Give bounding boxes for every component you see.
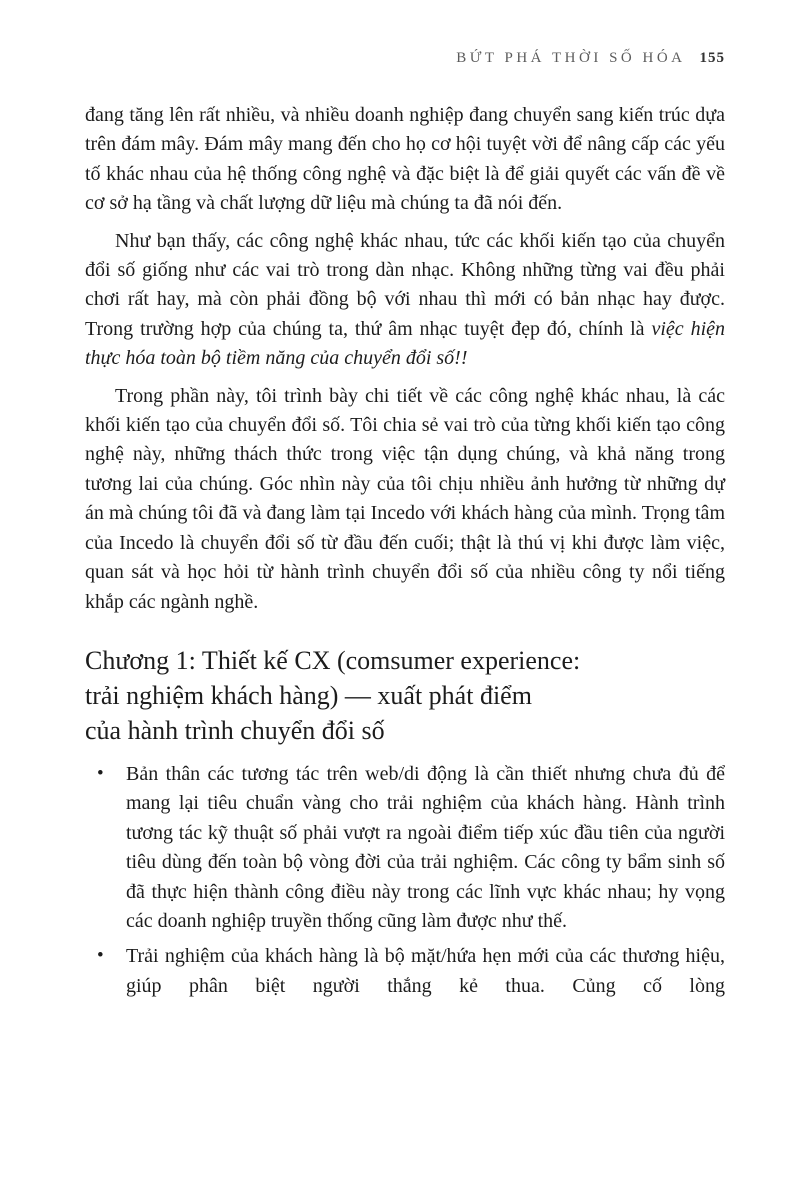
paragraph [85, 101, 725, 219]
paragraph-text: Như bạn thấy, các công nghệ khác nhau, tức các khối kiến tạo của chuyển đổi số giống như các vai trò trong dàn nhạc. Không những từng vai đều phải chơi rất hay, mà còn phải đồng bộ với nhau thì mới có bản nhạc hay được. Trong trường hợp của chúng ta, thứ âm nhạc tuyệt đẹp đó, chính là [85, 229, 725, 340]
running-head [85, 50, 725, 67]
chapter-heading [85, 643, 725, 748]
bullet-dot-icon: • [97, 762, 104, 784]
bullet-list [85, 760, 725, 1001]
list-item [85, 942, 725, 1001]
page-content [85, 101, 725, 1007]
chapter-heading-line: trải nghiệm khách hàng) — xuất phát điểm [85, 680, 532, 710]
paragraph-text: Trong phần này, tôi trình bày chi tiết về các công nghệ khác nhau, là các khối kiến tạo của chuyển đổi số. Tôi chia sẻ vai trò của từng khối kiến tạo công nghệ này, những thách thức trong việc tận dụng chúng, và khả năng trong tương lai của chúng. Góc nhìn này của tôi chịu nhiều ảnh hưởng từ những dự án mà chúng tôi đã và đang làm tại Incedo với khách hàng của mình. Trọng tâm của Incedo là chuyển đổi số từ đầu đến cuối; thật là thú vị khi được làm việc, quan sát và học hỏi từ hành trình chuyển đổi số của nhiều công ty nổi tiếng khắp các ngành nghề. [85, 384, 725, 613]
page-number: 155 [699, 50, 725, 66]
list-item [85, 760, 725, 936]
paragraph [85, 382, 725, 617]
paragraph-italic-text: việc hiện thực hóa toàn bộ tiềm năng của chuyển đổi số!! [85, 317, 725, 370]
chapter-heading-line: Chương 1: Thiết kế CX (comsumer experience: [85, 645, 581, 675]
list-item-text: Bản thân các tương tác trên web/di động là cần thiết nhưng chưa đủ để mang lại tiêu chuẩn vàng cho trải nghiệm của khách hàng. Hành trình tương tác kỹ thuật số phải vượt ra ngoài điểm tiếp xúc đầu tiên của người tiêu dùng đến toàn bộ vòng đời của trải nghiệm. Các công ty bẩm sinh số đã thực hiện thành công điều này trong các lĩnh vực khác nhau; hy vọng các doanh nghiệp truyền thống cũng làm được như thế. [126, 762, 725, 932]
bullet-dot-icon: • [97, 945, 104, 967]
paragraph [85, 227, 725, 374]
running-title: BỨT PHÁ THỜI SỐ HÓA [456, 50, 686, 66]
chapter-heading-line: của hành trình chuyển đổi số [85, 715, 385, 745]
paragraph-text: đang tăng lên rất nhiều, và nhiều doanh nghiệp đang chuyển sang kiến trúc dựa trên đám mây. Đám mây mang đến cho họ cơ hội tuyệt vời để nâng cấp các yếu tố khác nhau của hệ thống công nghệ và đặc biệt là để giải quyết các vấn đề về cơ sở hạ tầng và chất lượng dữ liệu mà chúng ta đã nói đến. [85, 104, 725, 215]
list-item-text: Trải nghiệm của khách hàng là bộ mặt/hứa hẹn mới của các thương hiệu, giúp phân biệt người thắng kẻ thua. Củng cố lòng [126, 945, 725, 997]
